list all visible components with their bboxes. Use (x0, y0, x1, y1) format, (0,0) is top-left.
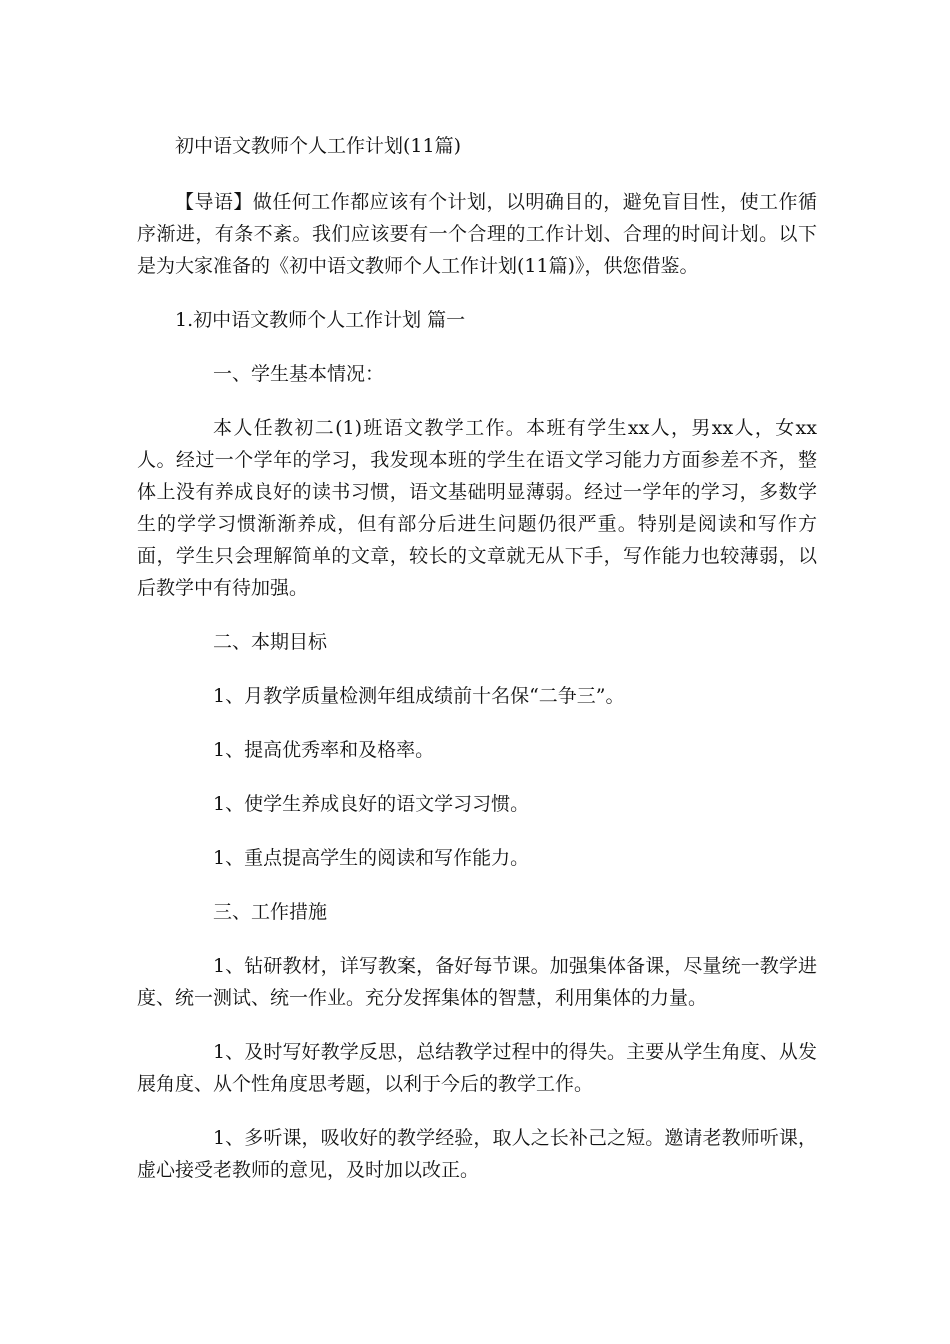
document-body (137, 130, 817, 1208)
part1-heading: 一、学生基本情况： (213, 363, 385, 385)
goal-item: 1、提高优秀率和及格率。 (213, 739, 435, 761)
goal-item: 1、使学生养成良好的语文学习习惯。 (213, 793, 530, 815)
document-title: 初中语文教师个人工作计划(11篇) (175, 135, 462, 157)
part1-paragraph: 本人任教初二(1)班语文教学工作。本班有学生xx人，男xx人，女xx人。经过一个学年的学习，我发现本班的学生在语文学习能力方面参差不齐，整体上没有养成良好的读书习惯，语文基础明显薄弱。经过一学年的学习，多数学生的学学习惯渐渐养成，但有部分后进生问题仍很严重。特别是阅读和写作方面，学生只会理解简单的文章，较长的文章就无从下手，写作能力也较薄弱，以后教学中有待加强。 (137, 417, 817, 599)
goal-item: 1、月教学质量检测年组成绩前十名保“二争三”。 (213, 685, 625, 707)
measure-paragraph: 1、及时写好教学反思，总结教学过程中的得失。主要从学生角度、从发展角度、从个性角度思考题，以利于今后的教学工作。 (137, 1041, 817, 1095)
part3-heading: 三、工作措施 (213, 901, 328, 923)
goal-item: 1、重点提高学生的阅读和写作能力。 (213, 847, 530, 869)
measure-paragraph: 1、多听课，吸收好的教学经验，取人之长补己之短。邀请老教师听课，虚心接受老教师的意见，及时加以改正。 (137, 1127, 817, 1181)
part2-heading: 二、本期目标 (213, 631, 328, 653)
intro-paragraph: 【导语】做任何工作都应该有个计划，以明确目的，避免盲目性，使工作循序渐进，有条不紊。我们应该要有一个合理的工作计划、合理的时间计划。以下是为大家准备的《初中语文教师个人工作计划(11篇)》，供您借鉴。 (137, 191, 817, 277)
measure-paragraph: 1、钻研教材，详写教案，备好每节课。加强集体备课，尽量统一教学进度、统一测试、统一作业。充分发挥集体的智慧，利用集体的力量。 (137, 955, 817, 1009)
section-title: 1.初中语文教师个人工作计划 篇一 (175, 309, 466, 331)
